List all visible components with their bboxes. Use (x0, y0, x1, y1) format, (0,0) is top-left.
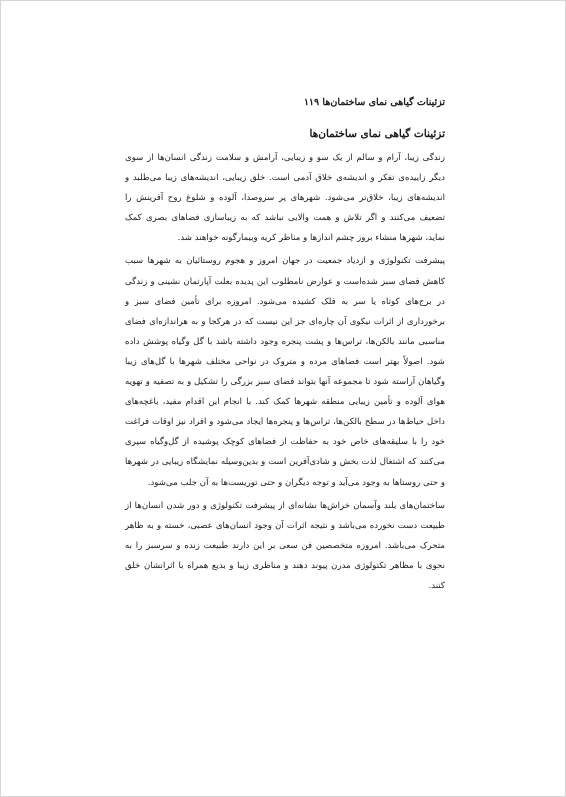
paragraph-2: پیشرفت تکنولوژی و ازدیاد جمعیت در جهان امروز و هجوم روستائیان به شهرها سبب کاهش فضای سبز شده‌است و عوارض نامطلوب این پدیده بعلت آپارتمان نشینی و زندگی در برج‌های کوتاه یا سر به فلک کشیده می‌شود. امروزه برای تأمین فضای سبز و برخورداری از اثرات نیکوی آن چاره‌ای جز این نیست که در هرکجا و به هراندازه‌ای فضای مناسبی مانند بالکن‌ها، تراس‌ها و پشت پنجره وجود داشته باشد با گل وگیاه پوشش داده شود. اصولاً بهتر است فضاهای مرده و متروک در نواحی مختلف شهرها با گل‌های زیبا وگیاهان آراسته شود تا مجموعه آنها بتواند فضای سبز بزرگی را تشکیل و به تصفیه و تهویه هوای آلوده و تأمین زیبایی منطقه شهرها کمک کند. با انجام این اقدام مفید، باغچه‌های داخل حیاط‌ها در سطح بالکن‌ها، تراس‌ها و پنجره‌ها ایجاد می‌شود و افراد نیز اوقات فراغت خود را با سلیقه‌های خاص خود به حفاظت از فضاهای کوچک پوشیده از گل‌وگیاه سپری می‌کنند که اشتغال لذت بخش و شادی‌آفرین است و بدین‌وسیله نمایشگاه زیبایی در شهرها و حتی روستاها به وجود می‌آید و توجه دیگران و حتی توریست‌ها به آن جلب می‌شود. (125, 256, 445, 488)
running-head: تزئینات گیاهی نمای ساختمان‌ها ۱۱۹ (303, 97, 445, 108)
section-title: تزئینات گیاهی نمای ساختمان‌ها (309, 128, 445, 140)
paragraph-3: ساختمان‌های بلند وآسمان خراش‌ها نشانه‌ای از پیشرفت تکنولوژی و دور شدن انسان‌ها از طبیعت دست نخورده می‌باشد و نتیجه اثرات آن وجود انسان‌های عصبی، خسته و به ظاهر متحرک می‌باشد. امروزه متخصصین فن سعی بر این دارند طبیعت زنده و سرسبز را به نحوی با مظاهر تکنولوژی مدرن پیوند دهند و مناظری زیبا و بدیع همراه با اثرانشان خلق کنند. (125, 500, 445, 591)
paragraph-1: زندگی زیبا، آرام و سالم از یک سو و زیبایی، آرامش و سلامت زندگی انسان‌ها از سوی دیگر زاییده‌ی تفکر و اندیشه‌ی خلاق آدمی است. خلق زیبایی، اندیشه‌های زیبا می‌طلبد و اندیشه‌های زیبا، خلاق‌تر می‌شود. شهرهای پر سروصدا، آلوده و شلوغ روح آفرینش را تضعیف می‌کنند و اگر تلاش و همت والایی نباشد که به زیباسازی فضاهای بصری کمک نماید، شهرها منشاء بروز چشم اندازها و مناظر کریه وبیمارگونه خواهند شد. (125, 153, 445, 244)
page-content (125, 125, 445, 596)
